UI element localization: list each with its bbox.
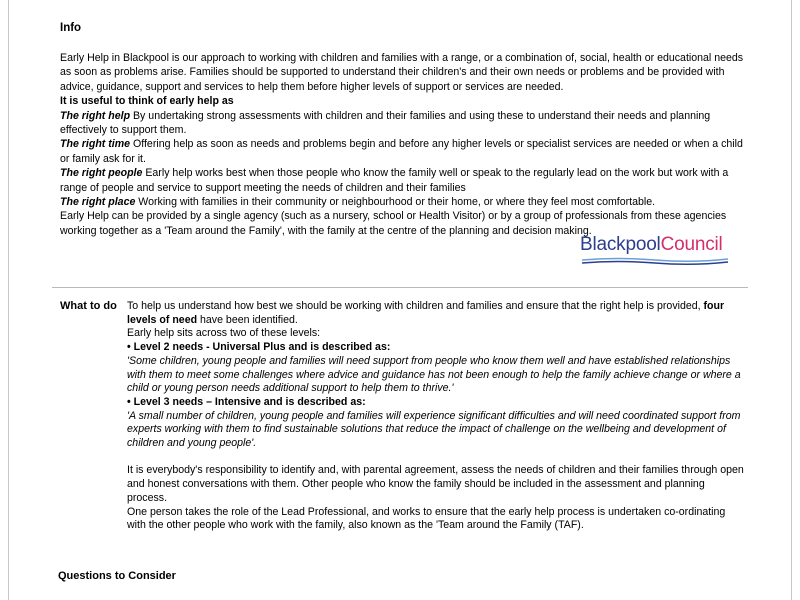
level3-quote: 'A small number of children, young people and families will experience significant difficulties and will need coordinated support from experts working with them to find sustainable solutions that reduce the impact of challenge on the wellbeing and development of children and young people'. (127, 409, 741, 450)
info-item-text: Early help works best when those people who know the family well or speak to the regularly lead on the work but work with a range of people and service to support meeting the needs of children and their families (60, 167, 729, 194)
info-item-term: The right time (60, 138, 131, 151)
info-closing: Early Help can be provided by a single agency (such as a nursery, school or Health Visitor) or by a group of professionals from these agencies working together as a 'Team around the Family', with the family at the centre of the planning and decision making. (60, 210, 727, 237)
info-section (60, 51, 750, 238)
info-item-right-place (60, 195, 750, 209)
questions-heading: Questions to Consider (58, 570, 176, 582)
level3-heading: • Level 3 needs – Intensive and is described as: (127, 395, 366, 408)
info-item-term: The right help (60, 109, 131, 122)
info-heading: Info (60, 22, 82, 34)
page-border-left (8, 0, 9, 600)
info-item-right-time (60, 137, 750, 166)
logo-waves-icon (582, 256, 728, 266)
what-to-do-label: What to do (60, 300, 117, 312)
wtd-paragraph-1 (127, 300, 747, 327)
logo-blackpool: Blackpool (580, 234, 661, 255)
info-item-term: The right people (60, 167, 143, 180)
info-item-text: Offering help as soon as needs and problems begin and before any higher levels or specialist services are needed or when a child or family ask for it. (60, 138, 743, 165)
wtd-paragraph-3: It is everybody's responsibility to identify and, with parental agreement, assess the needs of children and their families through open and honest conversations with them. Other people who know the family should be included in the assessment and planning process. (127, 464, 744, 504)
spacer (127, 451, 747, 465)
info-intro: Early Help in Blackpool is our approach to working with children and families with a range, or a combination of, social, health or educational needs as soon as problems arise. Families should be supported to understand their children's and their own needs or problems and be provided with advice, guidance, support and services to help them before higher levels of support or services are needed. (60, 52, 744, 93)
wtd-p1-bold: four levels of need (127, 300, 725, 326)
info-item-text: Working with families in their community or neighbourhood or their home, or where they feel most comfortable. (135, 196, 656, 209)
wtd-p1-text: To help us understand how best we should be working with children and families and ensure that the right help is provided, (127, 300, 704, 312)
page-border-right (791, 0, 792, 600)
logo-council: Council (660, 234, 723, 255)
wtd-paragraph-2: Early help sits across two of these levels: (127, 327, 321, 340)
info-item-right-people (60, 166, 750, 195)
blackpool-council-logo (580, 234, 730, 268)
useful-heading: It is useful to think of early help as (60, 95, 234, 108)
info-item-text: By undertaking strong assessments with children and their families and using these to understand their needs and planning effectively to support them. (60, 109, 711, 137)
info-item-term: The right place (60, 196, 136, 209)
level2-heading: • Level 2 needs - Universal Plus and is described as: (127, 341, 391, 354)
wtd-paragraph-4: One person takes the role of the Lead Professional, and works to ensure that the early help process is undertaken co-ordinating with the other people who work with the family, also known as the 'Team around the Family (TAF). (127, 505, 726, 532)
info-item-right-help (60, 109, 750, 138)
wtd-p1-tail: have been identified. (197, 313, 298, 326)
section-divider (52, 287, 748, 288)
what-to-do-section (127, 300, 747, 533)
level2-quote: 'Some children, young people and families will need support from people who know them well and have established relationships with them to meet some challenges where advice and guidance has not been enough to help the family achieve change or where a child or young person needs additional support to help them to thrive.' (127, 354, 741, 395)
logo-wordmark (580, 234, 730, 256)
